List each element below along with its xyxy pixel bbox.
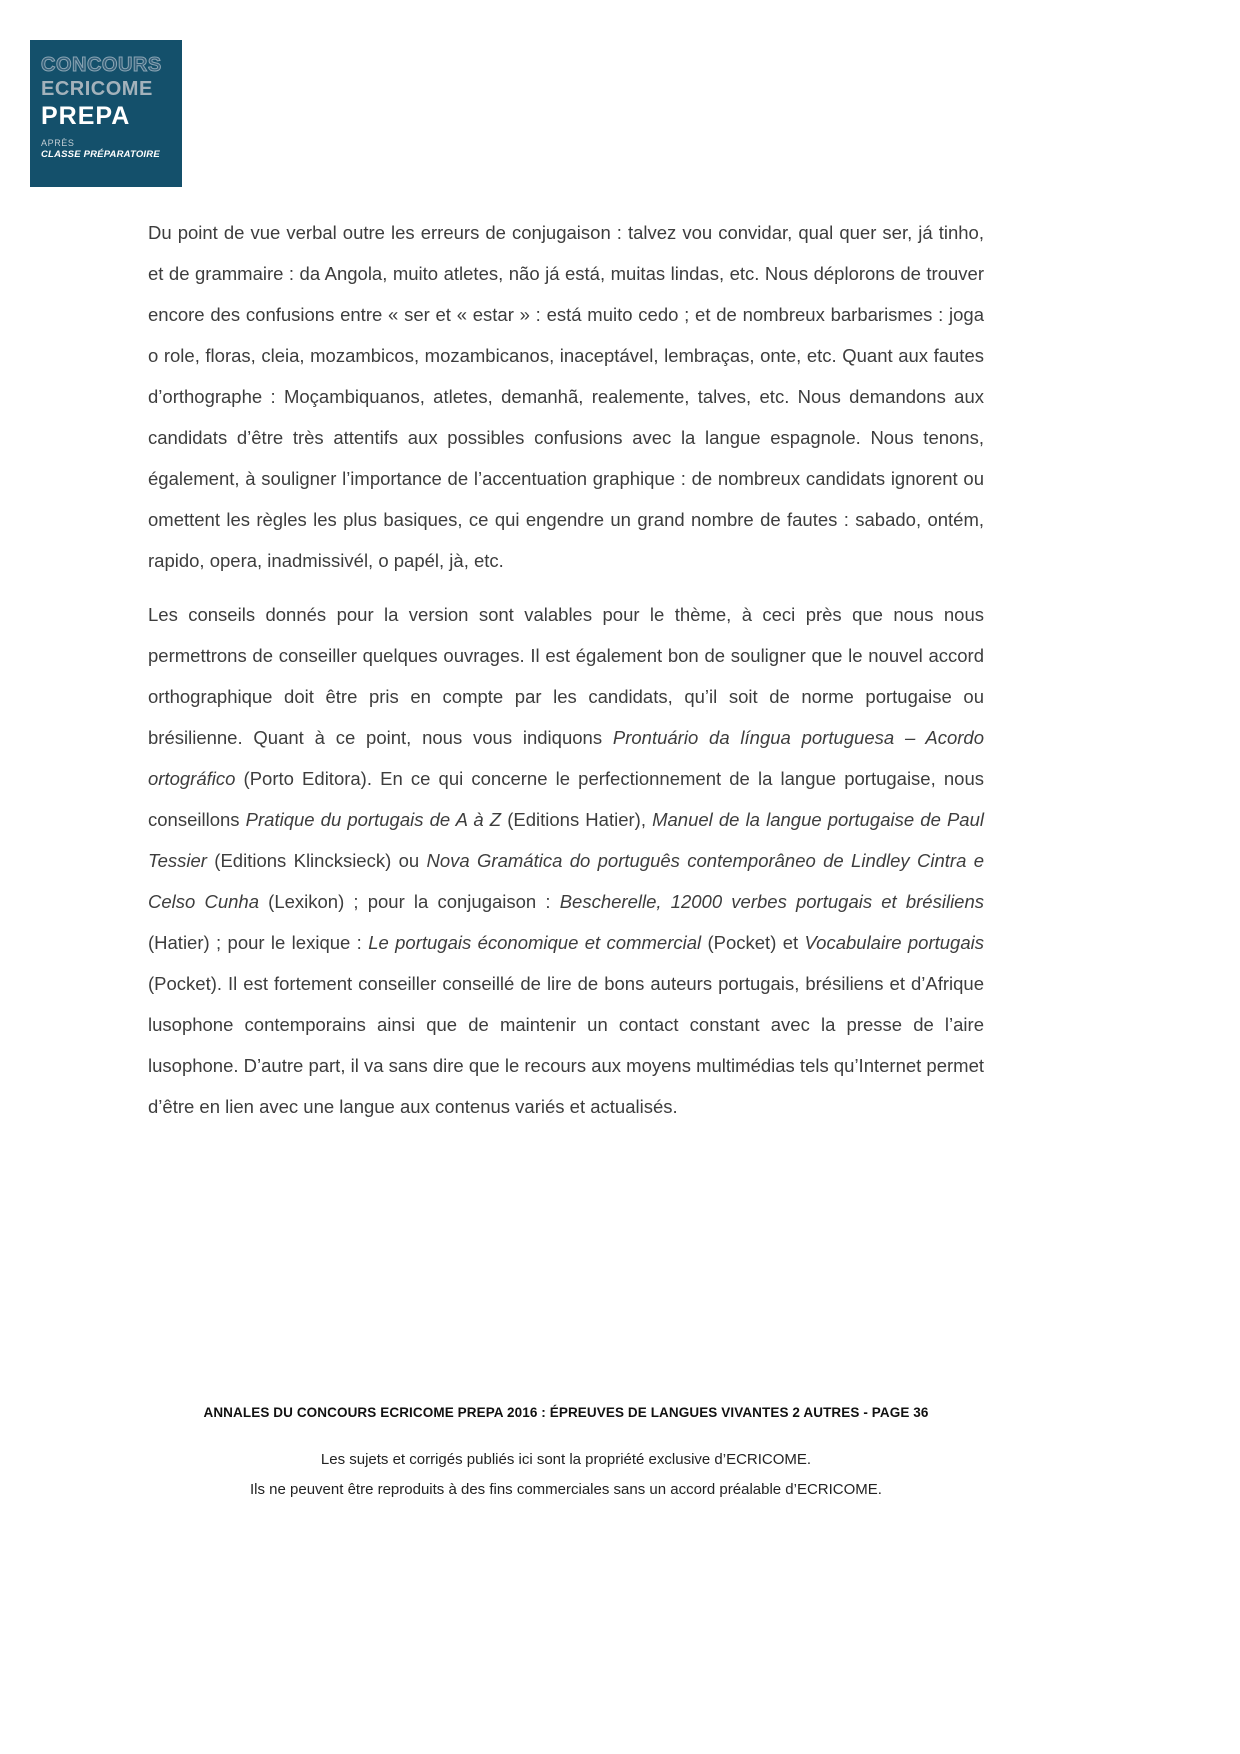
- book-title: Vocabulaire portugais: [804, 932, 984, 953]
- logo-classe-preparatoire-text: CLASSE PRÉPARATOIRE: [41, 149, 160, 160]
- logo-prepa-text: PREPA: [41, 102, 131, 130]
- body-text: (Pocket). Il est fortement conseiller conseillé de lire de bons auteurs portugais, brésiliens et d’Afrique lusophone contemporains ainsi que de maintenir un contact constant avec la presse de l’aire lusophone. D’autre part, il va sans dire que le recours aux moyens multimédias tels qu’Internet permet d’être en lien avec une langue aux contenus variés et actualisés.: [148, 973, 985, 1117]
- body-text: (Pocket) et: [701, 932, 805, 953]
- body-text: Les conseils donnés pour la version sont valables pour le thème, à ceci près que nous nous permettrons de conseiller quelques ouvrages. Il est également bon de souligner que le nouvel accord orthographique doit être pris en compte par les candidats, qu’il soit de norme portugaise ou brésilienne. Quant à ce point, nous vous indiquons: [148, 604, 984, 748]
- book-title: Bescherelle, 12000 verbes portugais et brésiliens: [559, 891, 985, 912]
- footer-annales-line: ANNALES DU CONCOURS ECRICOME PREPA 2016 : ÉPREUVES DE LANGUES VIVANTES 2 AUTRES - PAGE 36: [203, 1405, 929, 1420]
- body-text: (Editions Hatier),: [501, 809, 653, 830]
- book-title: Pratique du portugais de A à Z: [245, 809, 502, 830]
- logo-concours-text: CONCOURS: [41, 54, 162, 76]
- body-text: (Lexikon) ; pour la conjugaison :: [258, 891, 560, 912]
- document-body: [148, 212, 984, 1140]
- book-title: Nova Gramática do português contemporâneo de Lindley Cintra e Celso Cunha: [148, 850, 984, 912]
- paragraph-verbal-errors: [148, 212, 984, 581]
- book-title: Le portugais économique et commercial: [368, 932, 702, 953]
- body-text: (Editions Klincksieck) ou: [206, 850, 427, 871]
- page-footer: [148, 1405, 984, 1511]
- ecricome-logo: [30, 40, 182, 187]
- logo-apres-text: APRÈS: [41, 138, 75, 148]
- book-title: Prontuário da língua portuguesa – Acordo ortográfico: [148, 727, 984, 789]
- footer-copyright-line-2: Ils ne peuvent être reproduits à des fins commerciales sans un accord préalable d’ECRICOME.: [250, 1481, 882, 1498]
- logo-ecricome-text: ECRICOME: [41, 78, 153, 100]
- book-title: Manuel de la langue portugaise de Paul Tessier: [148, 809, 984, 871]
- footer-copyright-line-1: Les sujets et corrigés publiés ici sont la propriété exclusive d’ECRICOME.: [320, 1451, 812, 1468]
- paragraph-theme-advice: [148, 594, 984, 1127]
- body-text: (Hatier) ; pour le lexique :: [148, 932, 369, 953]
- body-text: Du point de vue verbal outre les erreurs de conjugaison : talvez vou convidar, qual quer ser, já tinho, et de grammaire : da Angola, muito atletes, não já está, muitas lindas, etc. Nous déplorons de trouver encore des confusions entre « ser et « estar » : está muito cedo ; et de nombreux barbarismes : joga o role, floras, cleia, mozambicos, mozambicanos, inaceptável, lembraças, onte, etc. Quant aux fautes d’orthographe : Moçambiquanos, atletes, demanhã, realemente, talves, etc. Nous demandons aux candidats d’être très attentifs aux possibles confusions avec la langue espagnole. Nous tenons, également, à souligner l’importance de l’accentuation graphique : de nombreux candidats ignorent ou omettent les règles les plus basiques, ce qui engendre un grand nombre de fautes : sabado, ontém, rapido, opera, inadmissivél, o papél, jà, etc.: [148, 222, 984, 571]
- body-text: (Porto Editora). En ce qui concerne le perfectionnement de la langue portugaise, nous conseillons: [148, 768, 984, 830]
